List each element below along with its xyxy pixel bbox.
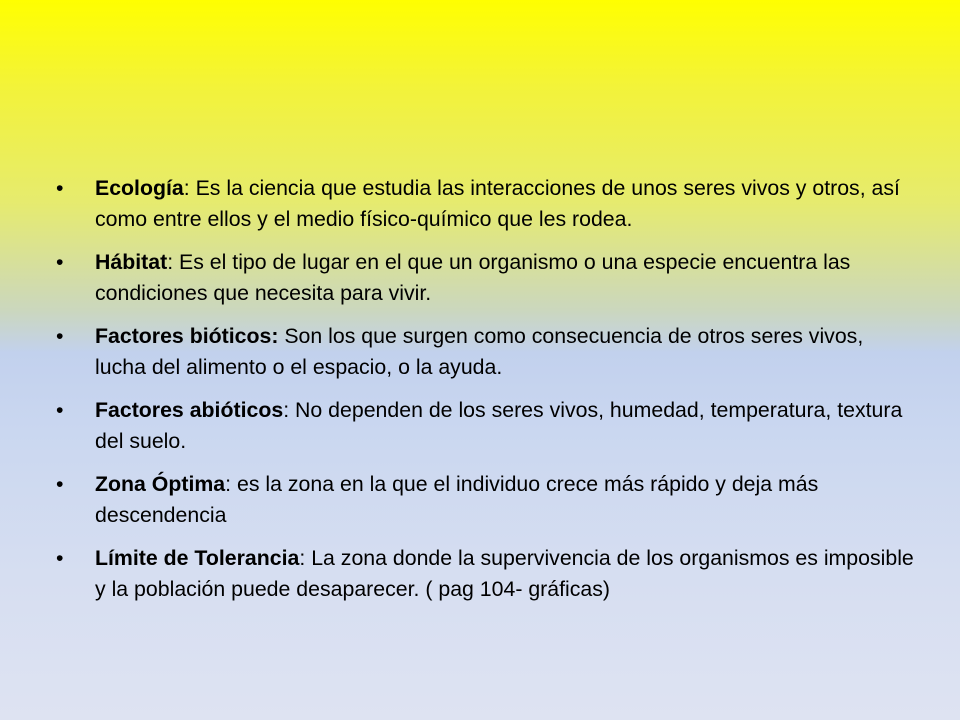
- term-label: Factores abióticos: [95, 398, 284, 422]
- slide-content: [56, 173, 916, 617]
- definition-text: : es la zona en la que el individuo crece más rápido y deja más descendencia: [95, 472, 819, 527]
- definition-text: : No dependen de los seres vivos, humedad, temperatura, textura del suelo.: [95, 398, 903, 453]
- bullet-factores-bioticos: [56, 321, 916, 382]
- bullet-limite-tolerancia: [56, 543, 916, 604]
- definition-text: Son los que surgen como consecuencia de otros seres vivos, lucha del alimento o el espacio, o la ayuda.: [95, 324, 864, 379]
- bullet-icon: •: [56, 398, 64, 422]
- bullet-icon: •: [56, 324, 64, 348]
- bullet-icon: •: [56, 472, 64, 496]
- bullet-icon: •: [56, 176, 64, 200]
- term-label: Límite de Tolerancia: [95, 546, 300, 570]
- bullet-icon: •: [56, 250, 64, 274]
- term-label: Zona Óptima: [95, 472, 226, 496]
- definition-text: : La zona donde la supervivencia de los organismos es imposible y la población puede desaparecer. ( pag 104- gráficas): [95, 546, 914, 601]
- bullet-factores-abioticos: [56, 395, 916, 456]
- term-label: Factores bióticos:: [95, 324, 279, 348]
- bullet-icon: •: [56, 546, 64, 570]
- definition-text: : Es el tipo de lugar en el que un organismo o una especie encuentra las condiciones que necesita para vivir.: [95, 250, 851, 305]
- bullet-habitat: [56, 247, 916, 308]
- term-label: Hábitat: [95, 250, 168, 274]
- definition-list: [56, 173, 916, 604]
- definition-text: : Es la ciencia que estudia las interacciones de unos seres vivos y otros, así como entre ellos y el medio físico-químico que les rodea.: [95, 176, 900, 231]
- term-label: Ecología: [95, 176, 184, 200]
- bullet-ecologia: [56, 173, 916, 234]
- bullet-zona-optima: [56, 469, 916, 530]
